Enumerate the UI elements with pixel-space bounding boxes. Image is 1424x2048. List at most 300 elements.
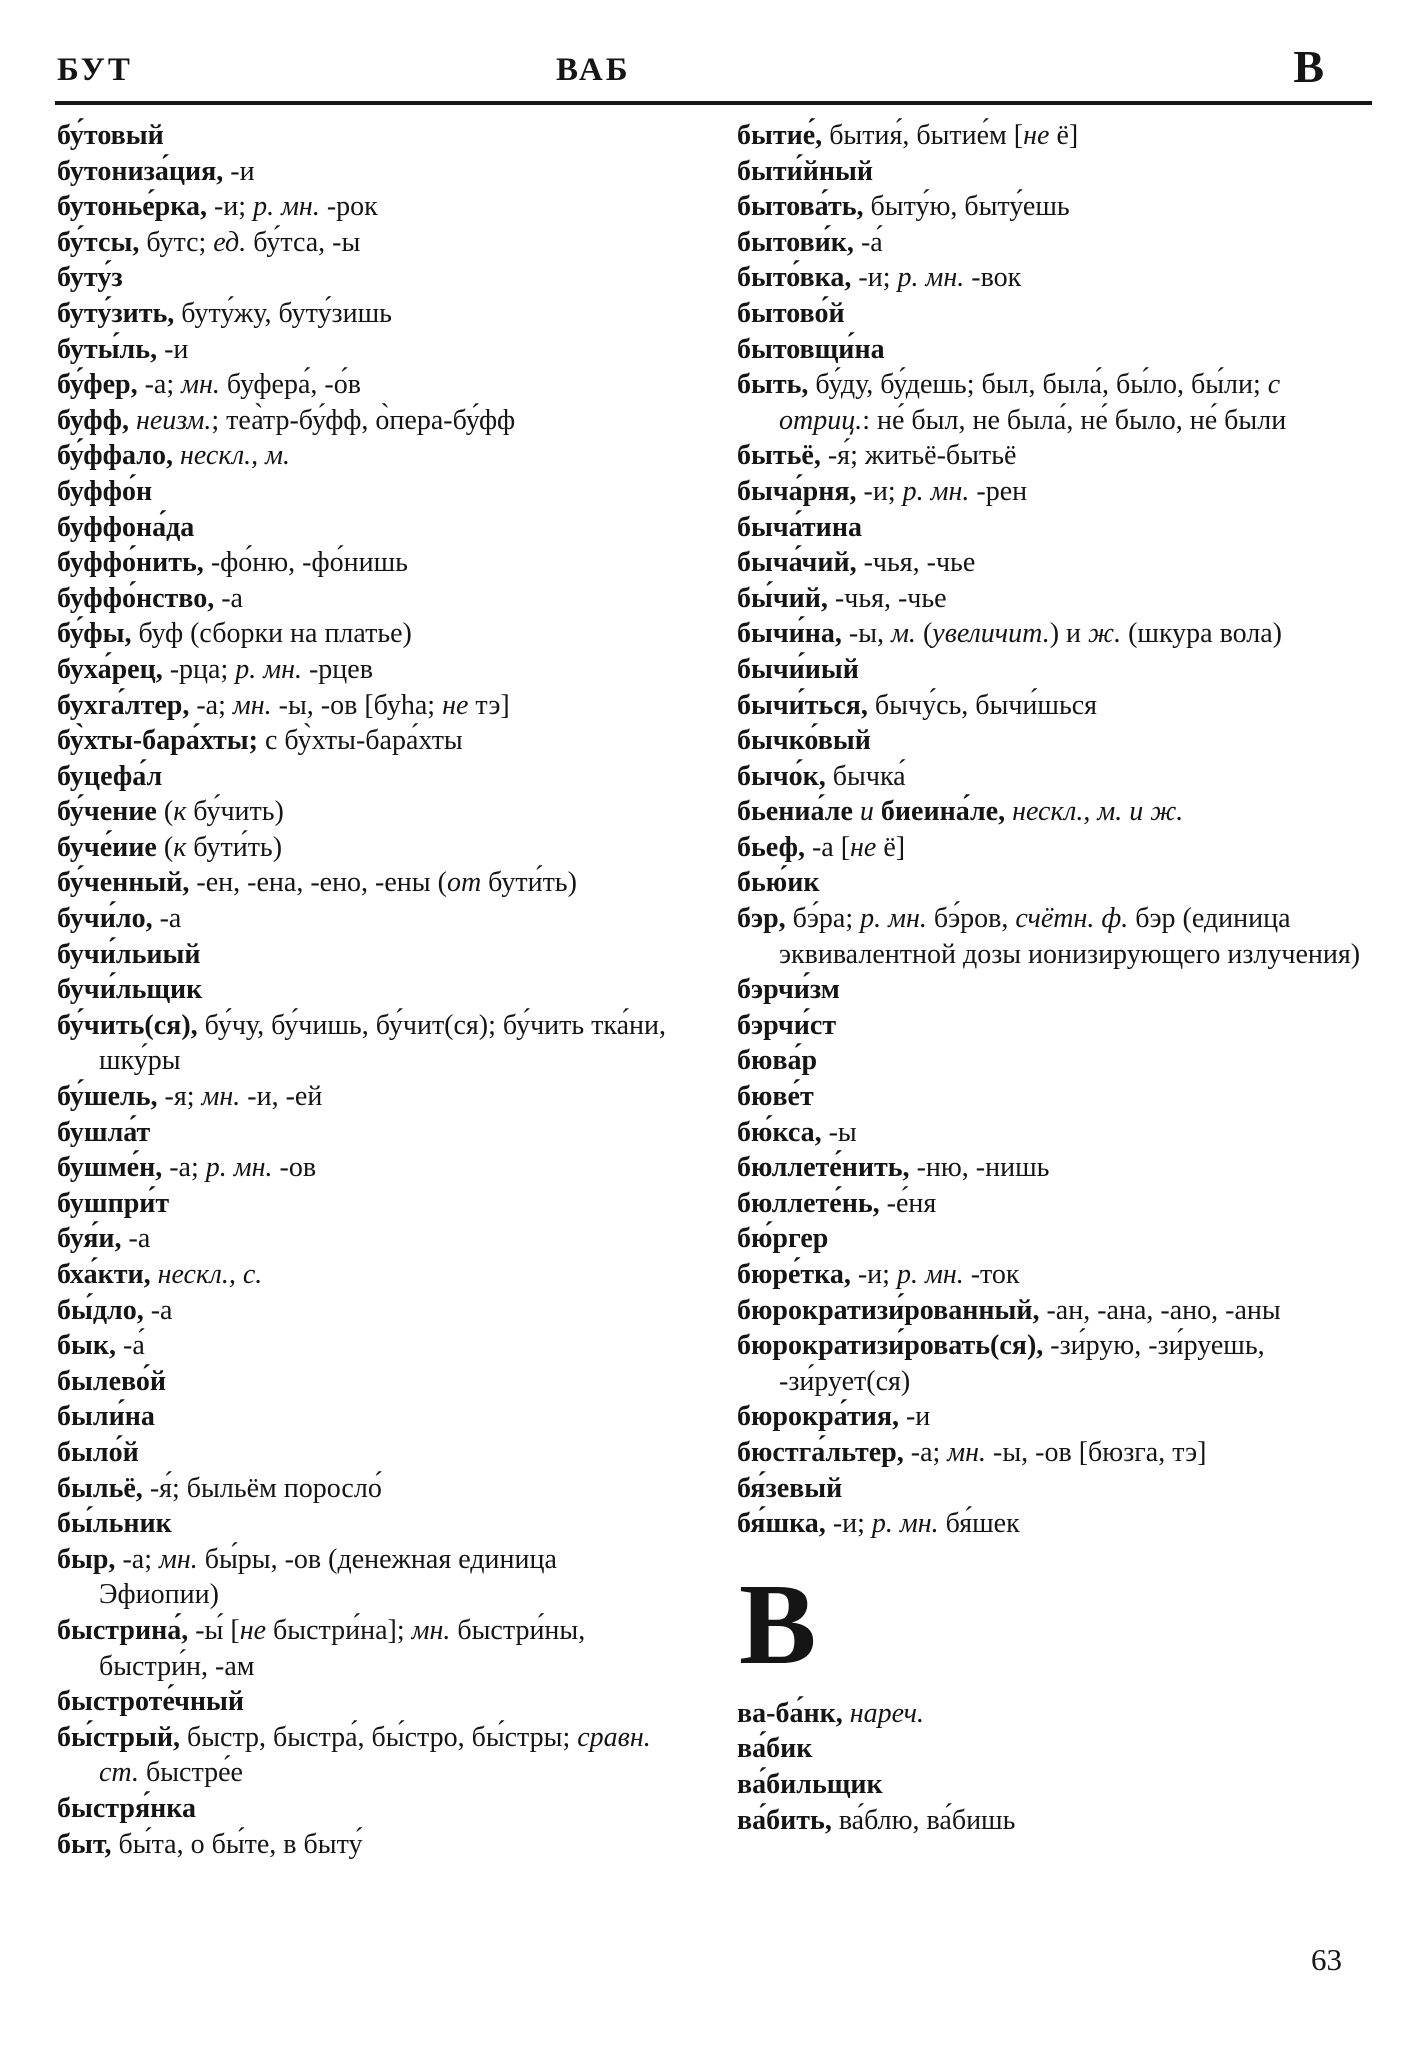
dictionary-entry — [737, 652, 1378, 688]
entry-text: нареч. — [842, 1697, 925, 1729]
headword: бу́ффало, — [57, 440, 173, 472]
entry-text: -чья, -чье — [827, 582, 947, 614]
entry-text: -и; — [856, 475, 903, 507]
headword: буя́и, — [57, 1223, 122, 1255]
entry-text: тэ] — [468, 689, 510, 721]
entry-text: мн. — [181, 369, 220, 401]
entry-text: -е́ня — [879, 1187, 937, 1219]
entry-text: нескл., с. — [150, 1259, 263, 1290]
headword: бутонье́рка, — [57, 191, 207, 223]
headword: бэр, — [737, 903, 786, 935]
dictionary-entry — [57, 581, 675, 617]
entry-text: ё] — [876, 831, 906, 863]
entry-text: бути́ть) — [481, 867, 577, 899]
headword: быть, — [737, 369, 809, 401]
dictionary-entry — [57, 474, 675, 510]
entry-text: -и; — [850, 1259, 897, 1290]
dictionary-entry — [737, 260, 1378, 296]
headword: буче́иие — [57, 831, 157, 863]
entry-text: -а; — [903, 1436, 948, 1468]
dictionary-entry — [737, 510, 1378, 546]
headword: бэрчи́зм — [737, 974, 840, 1006]
entry-text: -а — [121, 1223, 151, 1255]
dictionary-entry — [737, 1435, 1378, 1471]
dictionary-entry — [57, 723, 675, 759]
entry-text: -и, -ей — [240, 1081, 323, 1113]
entry-text: ед. — [213, 226, 247, 258]
entry-text: ( — [915, 618, 933, 650]
dictionary-entry — [737, 1221, 1378, 1257]
headword: ва́бильщик — [737, 1768, 883, 1800]
dictionary-entry — [737, 1043, 1378, 1079]
entry-text: мн. — [158, 1543, 198, 1575]
entry-text: бычу́сь, бычи́шься — [867, 689, 1098, 721]
headword: бушпри́т — [57, 1187, 170, 1219]
headword: бу̀хты-бара́хты; — [57, 725, 258, 757]
entry-text: -а́ — [116, 1330, 145, 1362]
entry-text: -рцев — [301, 653, 373, 685]
entry-text: -а; — [137, 369, 182, 401]
entry-text: бу́тса, -ы — [246, 226, 361, 258]
headword: бюллете́нить, — [737, 1152, 910, 1184]
section-letter: В — [739, 1560, 817, 1689]
entry-text: -а; — [115, 1543, 159, 1575]
dictionary-entry — [737, 1257, 1378, 1293]
dictionary-entry — [737, 296, 1378, 332]
entry-text: нескл., м. — [172, 440, 291, 472]
entry-text: -а [ — [804, 831, 851, 863]
entry-text: -рен — [969, 475, 1028, 507]
entry-text: буту́жу, буту́зишь — [174, 297, 392, 329]
entry-text: -и — [223, 155, 255, 187]
dictionary-entry — [57, 1221, 675, 1257]
dictionary-entry — [737, 1186, 1378, 1222]
dictionary-entry — [57, 1542, 675, 1613]
entry-text: бу́ду, бу́дешь; был, была́, бы́ло, бы́ли; — [808, 369, 1268, 401]
dictionary-entry — [57, 510, 675, 546]
entry-text: -вок — [964, 262, 1022, 294]
dictionary-entry — [737, 1328, 1378, 1399]
entry-text: бэ́ра; — [785, 903, 861, 935]
entry-text: ( — [156, 831, 174, 863]
entry-text: быту́ю, быту́ешь — [863, 191, 1070, 223]
dictionary-entry — [737, 1471, 1378, 1507]
entry-text: с отриц. — [779, 369, 1281, 436]
dictionary-entry — [737, 794, 1378, 830]
running-head — [57, 41, 1370, 100]
running-head-corner-letter: В — [1293, 41, 1324, 92]
dictionary-entry — [57, 1079, 675, 1115]
headword: бытови́к, — [737, 226, 854, 258]
entry-text: ) и — [1049, 618, 1089, 650]
headword: быти́йный — [737, 155, 874, 187]
dictionary-entry — [57, 189, 675, 225]
entry-text: не — [239, 1614, 267, 1646]
headword: бю́ргер — [737, 1223, 829, 1255]
headword: бытьё, — [737, 440, 821, 472]
entry-text: не — [1023, 120, 1050, 151]
dictionary-entry — [57, 616, 675, 652]
entry-text: р. мн. — [896, 1259, 964, 1290]
headword: бык, — [57, 1330, 116, 1362]
headword: бытово́й — [737, 297, 845, 329]
entry-text: бэ́ров, — [926, 903, 1016, 935]
entry-text: ( — [156, 796, 174, 828]
headword: биеина́ле, — [880, 796, 1006, 828]
entry-text: -я; — [157, 1081, 202, 1113]
headword: бу́товый — [57, 120, 164, 151]
dictionary-entry — [57, 1008, 675, 1079]
left-column-entries — [57, 118, 675, 1862]
dictionary-entry — [737, 189, 1378, 225]
headword: быстроте́чный — [57, 1686, 244, 1718]
dictionary-entry — [737, 830, 1378, 866]
entry-text: быстре́е — [139, 1757, 243, 1789]
dictionary-entry — [737, 1731, 1378, 1767]
entry-text: счётн. ф. — [1015, 903, 1129, 935]
entry-text: -чья, -чье — [856, 547, 976, 579]
headword: быр, — [57, 1543, 116, 1575]
headword: бушла́т — [57, 1116, 151, 1148]
entry-text: быстри́на]; — [266, 1614, 412, 1646]
entry-text: -я́; быльём поросло́ — [142, 1472, 382, 1504]
headword: бу́чение — [57, 796, 157, 828]
entry-text: -ы — [821, 1116, 857, 1148]
entry-text: р. мн. — [235, 653, 302, 685]
headword: быстрина́, — [57, 1614, 189, 1646]
dictionary-entry — [737, 118, 1378, 154]
headword: бычи́иый — [737, 653, 859, 685]
headword: бушме́н, — [57, 1152, 163, 1184]
entry-text: -а; — [189, 689, 233, 721]
dictionary-entry — [737, 1767, 1378, 1803]
headword: бытовщи́на — [737, 333, 885, 365]
headword: бы́льник — [57, 1508, 172, 1540]
dictionary-entry — [737, 438, 1378, 474]
dictionary-entry — [737, 1150, 1378, 1186]
entry-text: от — [446, 867, 482, 899]
entry-text: ; теа̀тр-бу́фф, о̀пера-бу́фф — [211, 404, 516, 436]
right-column-entries-bottom — [737, 1696, 1378, 1838]
headword: быт, — [57, 1828, 112, 1860]
entry-text: -ов — [272, 1152, 317, 1184]
dictionary-entry — [737, 545, 1378, 581]
headword: бычи́на, — [737, 618, 842, 650]
headword: бью́ик — [737, 867, 820, 899]
dictionary-entry — [57, 225, 675, 261]
dictionary-entry — [737, 332, 1378, 368]
headword: бюстга́льтер, — [737, 1436, 904, 1468]
entry-text: нескл., м. и ж. — [1005, 796, 1184, 828]
entry-text: м. — [891, 618, 916, 650]
text-columns — [57, 118, 1378, 1862]
entry-text: -я́; житьё-бытьё — [820, 440, 1017, 472]
dictionary-entry — [737, 581, 1378, 617]
headword: бычи́ться, — [737, 689, 868, 721]
headword: быто́вка, — [737, 262, 852, 294]
headword: бычо́к, — [737, 760, 826, 792]
entry-text: быстри́ны, быстри́н, -ам — [99, 1614, 586, 1682]
dictionary-entry — [737, 1506, 1378, 1542]
dictionary-entry — [57, 759, 675, 795]
entry-text: р. мн. — [205, 1152, 273, 1184]
headword: бычко́вый — [737, 725, 871, 757]
dictionary-entry — [57, 545, 675, 581]
headword: ва-ба́нк, — [737, 1697, 843, 1729]
entry-text: р. мн. — [871, 1508, 939, 1540]
entry-text: бу́чить) — [186, 796, 284, 828]
dictionary-entry — [737, 1399, 1378, 1435]
entry-text: бычка́ — [825, 760, 906, 792]
dictionary-entry — [737, 1803, 1378, 1839]
headword: бытова́ть, — [737, 191, 864, 223]
dictionary-entry — [57, 794, 675, 830]
entry-text: буф (сборки на платье) — [131, 618, 412, 650]
entry-text: бя́шек — [938, 1508, 1020, 1540]
entry-text: к — [173, 831, 187, 863]
dictionary-entry — [57, 438, 675, 474]
dictionary-entry — [737, 225, 1378, 261]
entry-text: -рок — [319, 191, 378, 223]
headword: бьениа́ле — [737, 796, 853, 828]
headword: бюре́тка, — [737, 1259, 851, 1290]
headword: быча́тина — [737, 511, 862, 543]
headword: бха́кти, — [57, 1259, 151, 1290]
dictionary-entry — [737, 154, 1378, 190]
dictionary-entry — [57, 403, 675, 439]
entry-text: (шкура вола) — [1121, 618, 1282, 650]
entry-text: мн. — [232, 689, 272, 721]
headword: бюллете́нь, — [737, 1187, 880, 1219]
dictionary-entry — [57, 1364, 675, 1400]
dictionary-entry — [57, 118, 675, 154]
right-column-entries-top — [737, 118, 1378, 1542]
dictionary-entry — [737, 1079, 1378, 1115]
entry-text: -и — [157, 333, 189, 365]
dictionary-entry — [57, 1684, 675, 1720]
entry-text: -а — [143, 1294, 173, 1326]
headword: бюрокра́тия, — [737, 1401, 899, 1433]
dictionary-entry — [737, 901, 1378, 972]
dictionary-entry — [737, 367, 1378, 438]
dictionary-entry — [57, 1115, 675, 1151]
entry-text: -ток — [963, 1259, 1020, 1290]
headword: бюрократизи́рованный, — [737, 1294, 1040, 1326]
headword: бюва́р — [737, 1045, 818, 1077]
dictionary-entry — [737, 474, 1378, 510]
headword: бу́шель, — [57, 1081, 158, 1113]
headword: бу́ченный, — [57, 867, 190, 899]
headword: буту́з — [57, 262, 123, 294]
headword: буффона́да — [57, 511, 195, 543]
entry-text: ж. — [1088, 618, 1122, 650]
entry-text: -и; — [206, 191, 254, 223]
dictionary-entry — [57, 901, 675, 937]
headword: бу́фер, — [57, 369, 138, 401]
dictionary-entry — [57, 1613, 675, 1684]
headword: бюве́т — [737, 1081, 814, 1113]
entry-text: не — [442, 689, 469, 721]
headword: буфф, — [57, 404, 129, 436]
dictionary-entry — [57, 688, 675, 724]
headword: бухга́лтер, — [57, 689, 190, 721]
entry-text: мн. — [411, 1614, 451, 1646]
entry-text: неизм. — [128, 404, 212, 436]
headword: бы́чий, — [737, 582, 828, 614]
dictionary-entry — [57, 830, 675, 866]
headword: бучи́льщик — [57, 974, 203, 1006]
entry-text: бы́ры, -ов (денежная единица Эфиопии) — [99, 1543, 557, 1611]
dictionary-entry — [57, 1293, 675, 1329]
headword: бучи́ло, — [57, 903, 153, 935]
dictionary-entry — [57, 972, 675, 1008]
headword: былево́й — [57, 1365, 167, 1397]
headword: бы́стрый, — [57, 1721, 180, 1753]
dictionary-entry — [737, 1696, 1378, 1732]
dictionary-entry — [57, 1399, 675, 1435]
running-head-center: ВАБ — [556, 52, 631, 88]
entry-text: мн. — [201, 1081, 241, 1113]
headword: быча́рня, — [737, 475, 857, 507]
entry-text: -ню, -нишь — [909, 1152, 1050, 1184]
entry-text: -фо́ню, -фо́нишь — [203, 547, 408, 579]
headword: бу́чить(ся), — [57, 1009, 198, 1041]
entry-text: мн. — [947, 1436, 987, 1468]
headword: бытие́, — [737, 120, 823, 151]
running-head-left: БУТ — [57, 52, 133, 88]
dictionary-entry — [57, 1257, 675, 1293]
entry-text: с бу̀хты-бара́хты — [258, 725, 463, 757]
dictionary-entry — [57, 937, 675, 973]
entry-text: -и; — [825, 1508, 872, 1540]
headword: бьеф, — [737, 831, 805, 863]
entry-text: -зи́рую, -зи́руешь, -зи́рует(ся) — [779, 1330, 1265, 1397]
entry-text: : не́ был, не была́, не́ было, не́ были — [862, 404, 1287, 436]
headword: буффо́н — [57, 475, 153, 507]
entry-text: -рца; — [162, 653, 236, 685]
entry-text: бытия́, бытие́м [ — [822, 120, 1024, 151]
entry-text: к — [173, 796, 187, 828]
headword: бя́зевый — [737, 1472, 843, 1504]
dictionary-entry — [57, 652, 675, 688]
dictionary-entry — [57, 865, 675, 901]
headword: буцефа́л — [57, 760, 163, 792]
headword: быча́чий, — [737, 547, 857, 579]
dictionary-entry — [57, 1150, 675, 1186]
entry-text: бути́ть) — [186, 831, 283, 863]
headword: бюрократизи́ровать(ся), — [737, 1330, 1044, 1362]
entry-text: -и; — [851, 262, 898, 294]
dictionary-entry — [737, 865, 1378, 901]
entry-text: -ы́ [ — [188, 1614, 240, 1646]
entry-text: -а — [152, 903, 182, 935]
entry-text: ва́блю, ва́бишь — [831, 1804, 1016, 1836]
headword: быльё, — [57, 1472, 143, 1504]
entry-text: буфера́, -о́в — [219, 369, 361, 401]
entry-text: -а; — [162, 1152, 206, 1184]
entry-text: -ы, -ов [буhа; — [271, 689, 443, 721]
entry-text: бэр (единица эквивалентной дозы ионизирующего излучения) — [779, 903, 1361, 970]
entry-text: р. мн. — [860, 903, 927, 935]
entry-text: р. мн. — [897, 262, 965, 294]
entry-text: бы́та, о бы́те, в быту́ — [111, 1828, 363, 1860]
dictionary-entry — [57, 1186, 675, 1222]
entry-text: -ы, -ов [бюзга, тэ] — [986, 1436, 1207, 1468]
dictionary-entry — [57, 296, 675, 332]
headword: бю́кса, — [737, 1116, 822, 1148]
dictionary-entry — [57, 1827, 675, 1863]
headword: бучи́льиый — [57, 938, 201, 970]
headword: бы́дло, — [57, 1294, 144, 1326]
headword: буту́зить, — [57, 297, 175, 329]
dictionary-entry — [737, 723, 1378, 759]
headword: ва́бик — [737, 1733, 813, 1765]
dictionary-entry — [737, 759, 1378, 795]
dictionary-entry — [57, 1471, 675, 1507]
dictionary-entry — [737, 688, 1378, 724]
dictionary-entry — [57, 154, 675, 190]
dictionary-entry — [737, 1115, 1378, 1151]
entry-text: р. мн. — [902, 475, 970, 507]
dictionary-entry — [57, 1720, 675, 1791]
entry-text: -и — [898, 1401, 931, 1433]
headword: буффо́нство, — [57, 582, 215, 614]
left-column — [57, 118, 675, 1862]
dictionary-entry — [737, 972, 1378, 1008]
headword: бэрчи́ст — [737, 1009, 837, 1041]
header-rule — [55, 101, 1372, 105]
headword: бутониза́ция, — [57, 155, 224, 187]
headword: ва́бить, — [737, 1804, 832, 1836]
page-number: 63 — [1311, 1942, 1342, 1977]
headword: бу́фы, — [57, 618, 132, 650]
dictionary-entry — [57, 367, 675, 403]
headword: буха́рец, — [57, 653, 163, 685]
dictionary-entry — [57, 1791, 675, 1827]
entry-text: бу́чу, бу́чишь, бу́чит(ся); бу́чить тка́ни, шку́ры — [99, 1009, 666, 1077]
dictionary-entry — [57, 260, 675, 296]
entry-text: не — [850, 831, 877, 863]
dictionary-entry — [737, 1293, 1378, 1329]
entry-text: -а́ — [853, 226, 883, 258]
headword: бу́тсы, — [57, 226, 140, 258]
entry-text: быстр, быстра́, бы́стро, бы́стры; — [179, 1721, 578, 1753]
entry-text: -а — [214, 582, 243, 614]
headword: буффо́нить, — [57, 547, 204, 579]
entry-text: и — [852, 796, 881, 828]
entry-text: р. мн. — [253, 191, 320, 223]
entry-text: -ан, -ана, -ано, -аны — [1039, 1294, 1281, 1326]
entry-text: -ен, -ена, -ено, -ены ( — [189, 867, 447, 899]
dictionary-entry — [737, 616, 1378, 652]
dictionary-entry — [737, 1008, 1378, 1044]
entry-text: бутс; — [139, 226, 214, 258]
right-column — [737, 118, 1378, 1862]
entry-text: -ы, — [841, 618, 892, 650]
headword: быстря́нка — [57, 1792, 196, 1824]
dictionary-entry — [57, 1435, 675, 1471]
entry-text: ё] — [1049, 120, 1079, 151]
headword: буты́ль, — [57, 333, 158, 365]
dictionary-entry — [57, 1328, 675, 1364]
headword: были́на — [57, 1401, 155, 1433]
headword: бя́шка, — [737, 1508, 826, 1540]
dictionary-entry — [57, 1506, 675, 1542]
entry-text: увеличит. — [932, 618, 1050, 650]
headword: было́й — [57, 1436, 139, 1468]
dictionary-entry — [57, 332, 675, 368]
entry-text: сравн. ст. — [99, 1721, 651, 1789]
